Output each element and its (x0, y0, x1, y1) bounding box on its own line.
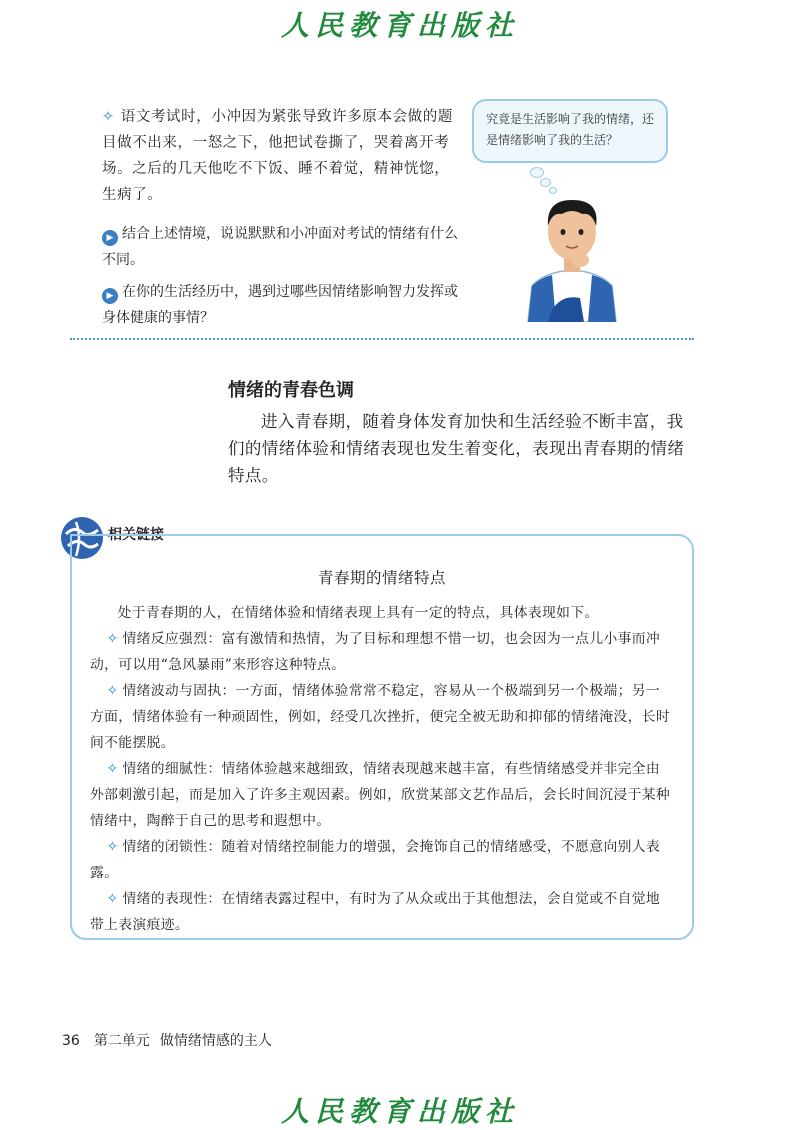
thought-bubble-text: 究竟是生活影响了我的情绪，还是情绪影响了我的生活？ (486, 112, 655, 147)
section-body: 进入青春期，随着身体发育加快和生活经验不断丰富，我们的情绪体验和情绪表现也发生着变化，表现出青春期的情绪特点。 (228, 412, 685, 485)
unit-title: 做情绪情感的主人 (159, 1033, 272, 1049)
related-link-item (90, 886, 674, 938)
scenario-paragraph (102, 104, 462, 208)
section-divider (70, 338, 694, 340)
related-link-item (90, 678, 674, 756)
page-footer (62, 1030, 272, 1050)
question-item (102, 279, 468, 331)
discussion-questions (102, 221, 468, 337)
related-link-label: 相关链接 (108, 527, 164, 543)
related-link-item (90, 626, 674, 678)
thinking-boy-illustration (522, 190, 622, 322)
related-link-box (70, 534, 694, 940)
question-text: 在你的生活经历中，遇到过哪些因情绪影响智力发挥或身体健康的事情？ (102, 284, 458, 326)
item-text: 情绪的表现性：在情绪表露过程中，有时为了从众或出于其他想法，会自觉或不自觉地带上表演痕迹。 (90, 891, 661, 933)
unit-label: 第二单元 (93, 1033, 150, 1049)
thought-bubble-dot (530, 167, 544, 178)
related-link-intro: 处于青春期的人，在情绪体验和情绪表现上具有一定的特点，具体表现如下。 (117, 605, 599, 621)
diamond-bullet-icon: ✧ (106, 891, 119, 907)
diamond-bullet-icon: ✧ (106, 761, 119, 777)
question-item (102, 221, 468, 273)
diamond-bullet-icon: ✧ (106, 839, 119, 855)
item-text: 情绪反应强烈：富有激情和热情，为了目标和理想不惜一切，也会因为一点儿小事而冲动，可以用“急风暴雨”来形容这种特点。 (90, 631, 661, 673)
related-link-item (90, 756, 674, 834)
thought-bubble-dot (540, 178, 551, 187)
item-text: 情绪的闭锁性：随着对情绪控制能力的增强，会掩饰自己的情绪感受，不愿意向别人表露。 (90, 839, 661, 881)
diamond-bullet-icon: ✧ (102, 109, 115, 125)
diamond-bullet-icon: ✧ (106, 683, 119, 699)
diamond-bullet-icon: ✧ (106, 631, 119, 647)
section-title: 情绪的青春色调 (228, 380, 354, 401)
related-link-item (90, 834, 674, 886)
arrow-bullet-icon: ▶ (102, 288, 118, 304)
question-text: 结合上述情境，说说默默和小冲面对考试的情绪有什么不同。 (102, 226, 458, 268)
page-number: 36 (62, 1033, 80, 1049)
publisher-logo-bottom: 人民教育出版社 (280, 1095, 519, 1128)
arrow-bullet-icon: ▶ (102, 230, 118, 246)
item-text: 情绪的细腻性：情绪体验越来越细致，情绪表现越来越丰富，有些情绪感受并非完全由外部刺激引起，而是加入了许多主观因素。例如，欣赏某部文艺作品后，会长时间沉浸于某种情绪中，陶醉于自己的思考和遐想中。 (90, 761, 671, 829)
thought-bubble (472, 99, 668, 163)
item-text: 情绪波动与固执：一方面，情绪体验常常不稳定，容易从一个极端到另一个极端；另一方面，情绪体验有一种顽固性，例如，经受几次挫折，便完全被无助和抑郁的情绪淹没，长时间不能摆脱。 (90, 683, 671, 751)
publisher-logo-top: 人民教育出版社 (280, 9, 519, 42)
scenario-text: 语文考试时，小冲因为紧张导致许多原本会做的题目做不出来，一怒之下，他把试卷撕了，哭着离开考场。之后的几天他吃不下饭、睡不着觉，精神恍惚，生病了。 (102, 109, 453, 203)
related-link-title: 青春期的情绪特点 (317, 569, 446, 587)
